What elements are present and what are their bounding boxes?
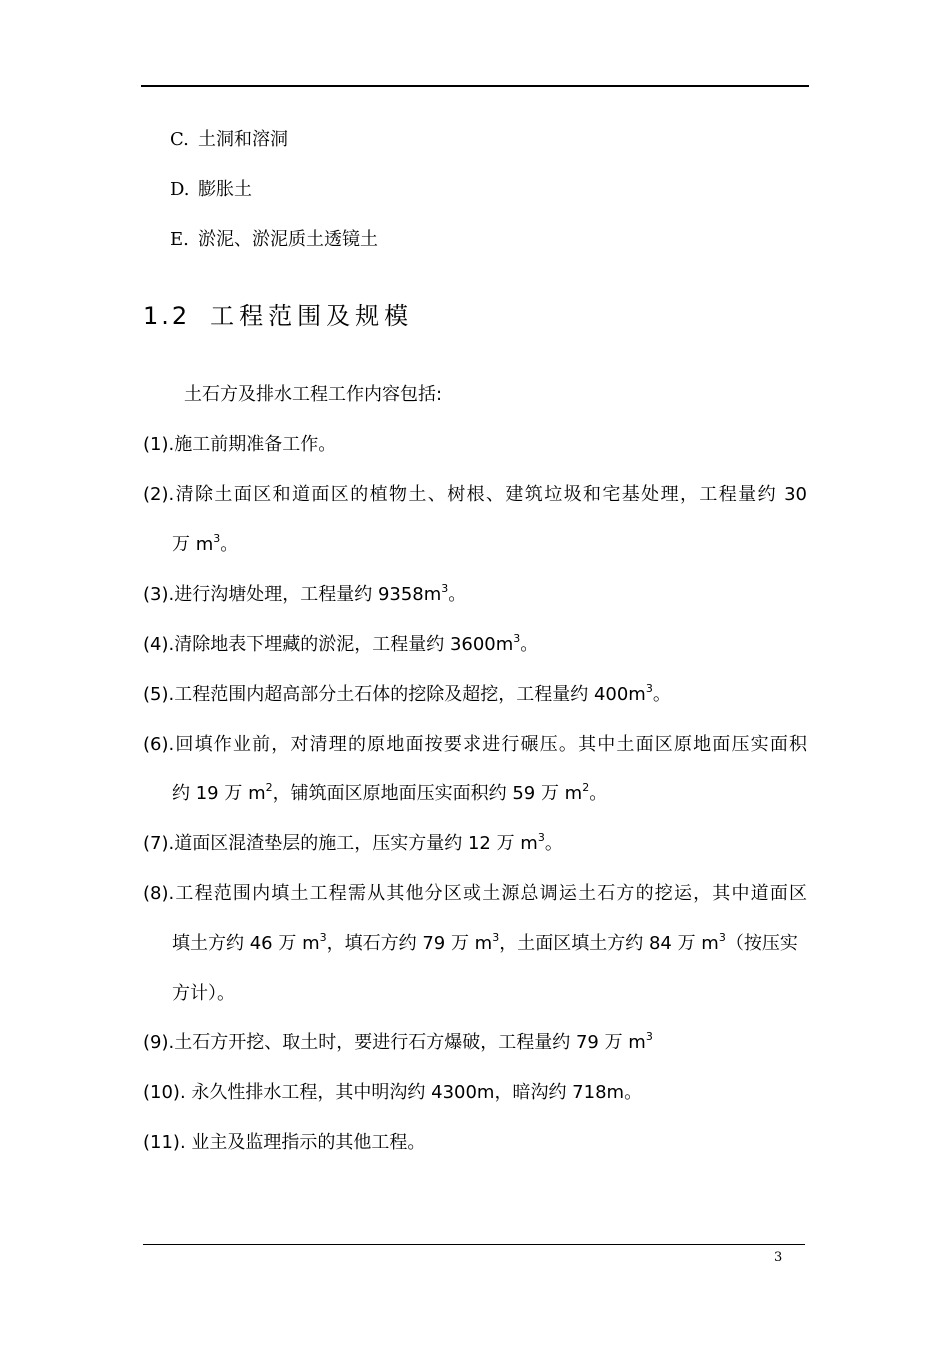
section-number: 1.2 (143, 302, 191, 330)
list-item-6: (6).回填作业前，对清理的原地面按要求进行碾压。其中土面区原地面压实面积 (143, 734, 807, 755)
option-e: E. 淤泥、淤泥质土透镜土 (170, 229, 378, 250)
list-item-9: (9).土石方开挖、取土时，要进行石方爆破，工程量约 79 万 $m^3$ (143, 1030, 653, 1053)
list-item-2-cont: 万 $m^3$。 (172, 532, 239, 555)
list-item-2: (2).清除土面区和道面区的植物土、树根、建筑垃圾和宅基处理，工程量约 30 (143, 484, 807, 505)
footer-rule (143, 1244, 805, 1245)
page-number: 3 (774, 1250, 783, 1265)
list-item-1: (1).施工前期准备工作。 (143, 434, 337, 455)
list-item-8-cont-2: 方计）。 (172, 983, 235, 1004)
header-rule (141, 85, 809, 87)
list-item-11: (11). 业主及监理指示的其他工程。 (143, 1132, 426, 1153)
list-item-8-cont: 填土方约 46 万 $m^3$，填石方约 79 万 $m^3$，土面区填土方约 84 万 $m^3$（按压实 (172, 931, 798, 954)
option-c: C. 土洞和溶洞 (170, 129, 288, 150)
list-item-7: (7).道面区混渣垫层的施工，压实方量约 12 万 $m^3$。 (143, 831, 563, 854)
section-heading (143, 300, 413, 332)
section-title: 工程范围及规模 (210, 302, 414, 330)
list-item-5: (5).工程范围内超高部分土石体的挖除及超挖，工程量约 $400m^3$。 (143, 682, 671, 705)
list-item-4: (4).清除地表下埋藏的淤泥，工程量约 $3600m^3$。 (143, 632, 539, 655)
list-item-10: (10). 永久性排水工程，其中明沟约 4300m，暗沟约 718m。 (143, 1082, 643, 1103)
intro-text: 土石方及排水工程工作内容包括: (184, 384, 443, 405)
list-item-8: (8).工程范围内填土工程需从其他分区或土源总调运土石方的挖运，其中道面区 (143, 883, 807, 904)
list-item-6-cont: 约 19 万 $m^2$，铺筑面区原地面压实面积约 59 万 $m^2$。 (172, 781, 608, 804)
list-item-3: (3).进行沟塘处理，工程量约 $9358m^3$。 (143, 582, 467, 605)
option-d: D. 膨胀土 (170, 179, 252, 200)
